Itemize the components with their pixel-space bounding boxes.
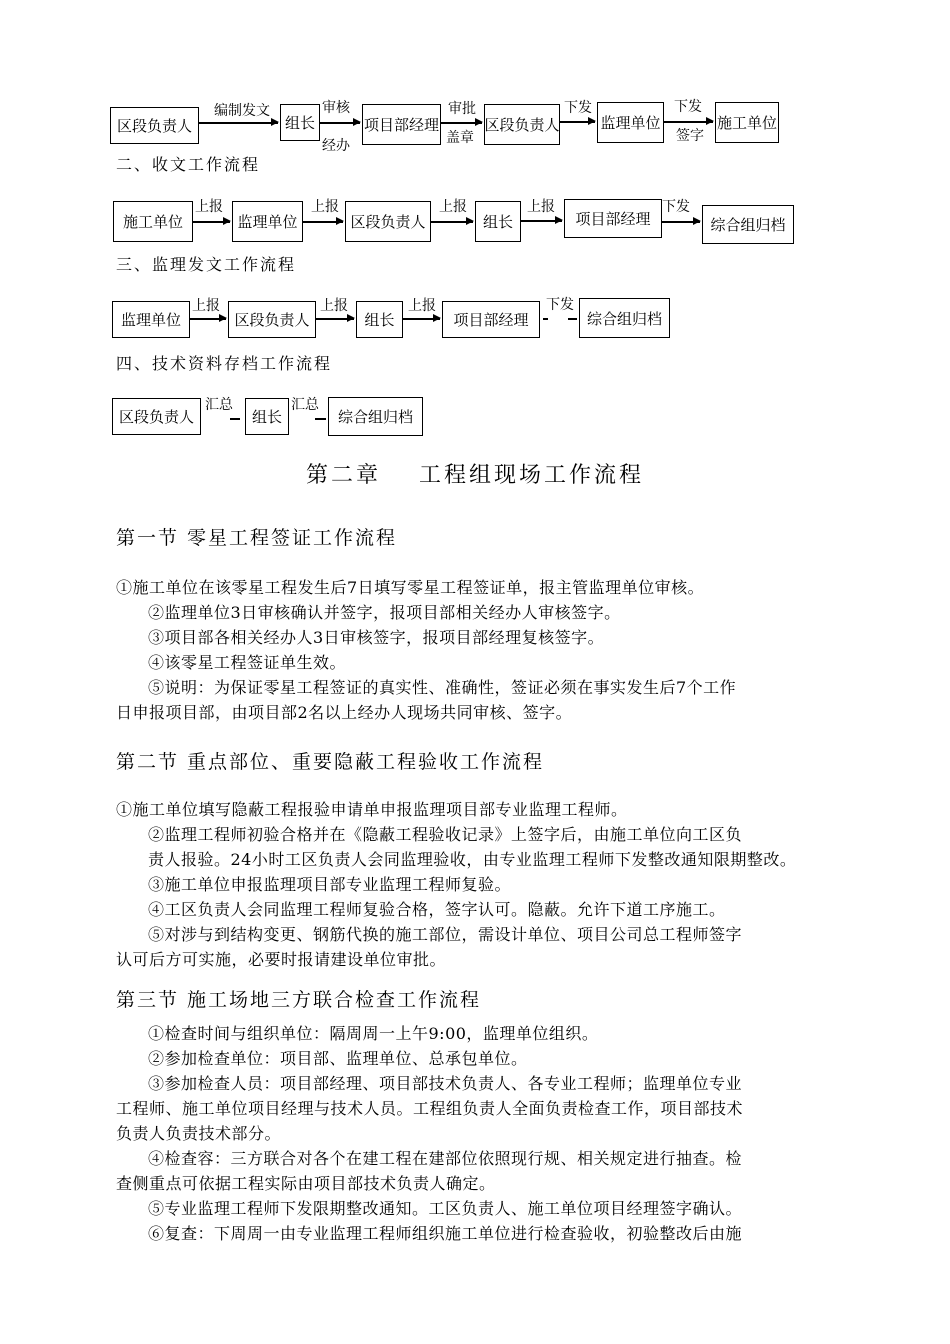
flow1-box-1: 区段负责人 (110, 107, 199, 144)
flow1-box-3: 项目部经理 (362, 104, 441, 145)
flow2-arrow-4 (521, 220, 562, 222)
paragraph-line: ②监理单位3日审核确认并签字，报项目部相关经办人审核签字。 (148, 603, 621, 622)
paragraph-line: ④工区负责人会同监理工程师复验合格，签字认可。隐蔽。允许下道工序施工。 (148, 900, 726, 919)
paragraph-line: 工程师、施工单位项目经理与技术人员。工程组负责人全面负责检查工作，项目部技术 (116, 1099, 744, 1118)
chapter-title: 工程组现场工作流程 (419, 463, 645, 488)
flow2-label-5: 下发 (662, 199, 690, 215)
section3-title: 第三节 施工场地三方联合检查工作流程 (116, 989, 482, 1011)
paragraph-line: ①检查时间与组织单位：隔周周一上午9:00，监理单位组织。 (148, 1024, 599, 1043)
flow1-label-4: 审批 (448, 101, 476, 117)
flow4-box-2: 组长 (245, 398, 289, 435)
flow2-arrow-2 (303, 221, 343, 223)
flow1-box-4: 区段负责人 (484, 104, 560, 145)
flow1-label-8: 签字 (676, 128, 704, 144)
flow3-label-1: 上报 (192, 298, 220, 314)
flow1-box-6: 施工单位 (715, 102, 779, 143)
flow1-arrow-1 (199, 122, 278, 124)
flow4-connector-2 (315, 418, 326, 420)
paragraph-line: ②监理工程师初验合格并在《隐蔽工程验收记录》上签字后，由施工单位向工区负 (148, 825, 743, 844)
paragraph-line: ④该零星工程签证单生效。 (148, 653, 347, 672)
flow1-label-5: 盖章 (446, 130, 474, 146)
flow1-label-1: 编制发文 (214, 103, 270, 119)
flow3-box-5: 综合组归档 (579, 298, 670, 338)
flow1-arrow-4 (560, 121, 595, 123)
section1-body (116, 575, 858, 725)
flow2-label-4: 上报 (527, 199, 555, 215)
flow2-arrow-3 (431, 221, 473, 223)
paragraph-line: 责人报验。24小时工区负责人会同监理验收，由专业监理工程师下发整改通知限期整改。 (148, 850, 797, 869)
flow1-label-7: 下发 (674, 99, 702, 115)
paragraph-line: ⑤专业监理工程师下发限期整改通知。工区负责人、施工单位项目经理签字确认。 (148, 1199, 743, 1218)
paragraph-line: ⑤说明：为保证零星工程签证的真实性、准确性，签证必须在事实发生后7个工作 (148, 678, 737, 697)
flow1-arrow-2 (320, 122, 360, 124)
flow1-arrow-5 (664, 121, 713, 123)
flow1-box-2: 组长 (280, 104, 320, 141)
flow2-box-3: 区段负责人 (345, 201, 431, 242)
paragraph-line: ⑤对涉与到结构变更、钢筋代换的施工部位，需设计单位、项目公司总工程师签字 (148, 925, 743, 944)
flow3-arrow-2 (316, 318, 354, 320)
flow3-connector-4b (568, 318, 577, 320)
flow3-arrow-3 (403, 318, 440, 320)
flow1-label-2: 审核 (322, 100, 350, 116)
paragraph-line: 查侧重点可依据工程实际由项目部技术负责人确定。 (116, 1174, 496, 1193)
flow2-label-3: 上报 (439, 199, 467, 215)
flow2-box-2: 监理单位 (232, 201, 303, 242)
flow2-box-6: 综合组归档 (702, 205, 794, 244)
flow4-connector-1 (230, 418, 240, 420)
paragraph-line: ③参加检查人员：项目部经理、项目部技术负责人、各专业工程师；监理单位专业 (148, 1074, 743, 1093)
flow2-box-1: 施工单位 (113, 201, 193, 242)
flow3-label-3: 上报 (408, 298, 436, 314)
paragraph-line: ③项目部各相关经办人3日审核签字，报项目部经理复核签字。 (148, 628, 605, 647)
flow1-arrow-3 (441, 122, 482, 124)
flow2-arrow-1 (193, 221, 230, 223)
flow2-label-2: 上报 (311, 199, 339, 215)
paragraph-line: 认可后方可实施，必要时报请建设单位审批。 (116, 950, 447, 969)
chapter-heading (0, 458, 950, 489)
flow4-box-3: 综合组归档 (328, 397, 423, 436)
heading-receive-flow: 二、收文工作流程 (116, 155, 261, 174)
heading-supervision-flow: 三、监理发文工作流程 (116, 255, 297, 274)
flow2-label-1: 上报 (195, 199, 223, 215)
paragraph-line: 负责人负责技术部分。 (116, 1124, 282, 1143)
heading-archive-flow: 四、技术资料存档工作流程 (116, 354, 333, 373)
flow1-box-5: 监理单位 (597, 102, 664, 143)
section1-title: 第一节 零星工程签证工作流程 (116, 527, 398, 549)
flow3-label-2: 上报 (320, 298, 348, 314)
section3-body (116, 1021, 858, 1246)
flow3-box-1: 监理单位 (112, 301, 190, 338)
section2-body (116, 797, 858, 972)
paragraph-line: ①施工单位在该零星工程发生后7日填写零星工程签证单，报主管监理单位审核。 (116, 578, 705, 597)
flow3-label-4: 下发 (546, 297, 574, 313)
flow1-label-6: 下发 (564, 100, 592, 116)
flow3-box-4: 项目部经理 (442, 301, 540, 338)
paragraph-line: ③施工单位申报监理项目部专业监理工程师复验。 (148, 875, 512, 894)
paragraph-line: 日申报项目部，由项目部2名以上经办人现场共同审核、签字。 (116, 703, 573, 722)
flow3-connector-4 (543, 318, 548, 320)
flow4-label-1: 汇总 (205, 397, 233, 413)
paragraph-line: ②参加检查单位：项目部、监理单位、总承包单位。 (148, 1049, 528, 1068)
flow4-label-2: 汇总 (291, 397, 319, 413)
paragraph-line: ⑥复查：下周周一由专业监理工程师组织施工单位进行检查验收，初验整改后由施 (148, 1224, 743, 1243)
flow4-box-1: 区段负责人 (112, 398, 201, 435)
chapter-number: 第二章 (305, 463, 381, 488)
flow3-box-3: 组长 (356, 301, 403, 338)
paragraph-line: ①施工单位填写隐蔽工程报验申请单申报监理项目部专业监理工程师。 (116, 800, 628, 819)
flow1-label-3: 经办 (322, 138, 350, 154)
paragraph-line: ④检查容：三方联合对各个在建工程在建部位依照现行规、相关规定进行抽查。检 (148, 1149, 743, 1168)
flow3-box-2: 区段负责人 (228, 301, 316, 338)
flow2-arrow-5 (662, 221, 700, 223)
flow3-arrow-1 (190, 318, 226, 320)
section2-title: 第二节 重点部位、重要隐蔽工程验收工作流程 (116, 751, 545, 773)
flow2-box-5: 项目部经理 (564, 199, 662, 238)
flow2-box-4: 组长 (475, 201, 521, 242)
